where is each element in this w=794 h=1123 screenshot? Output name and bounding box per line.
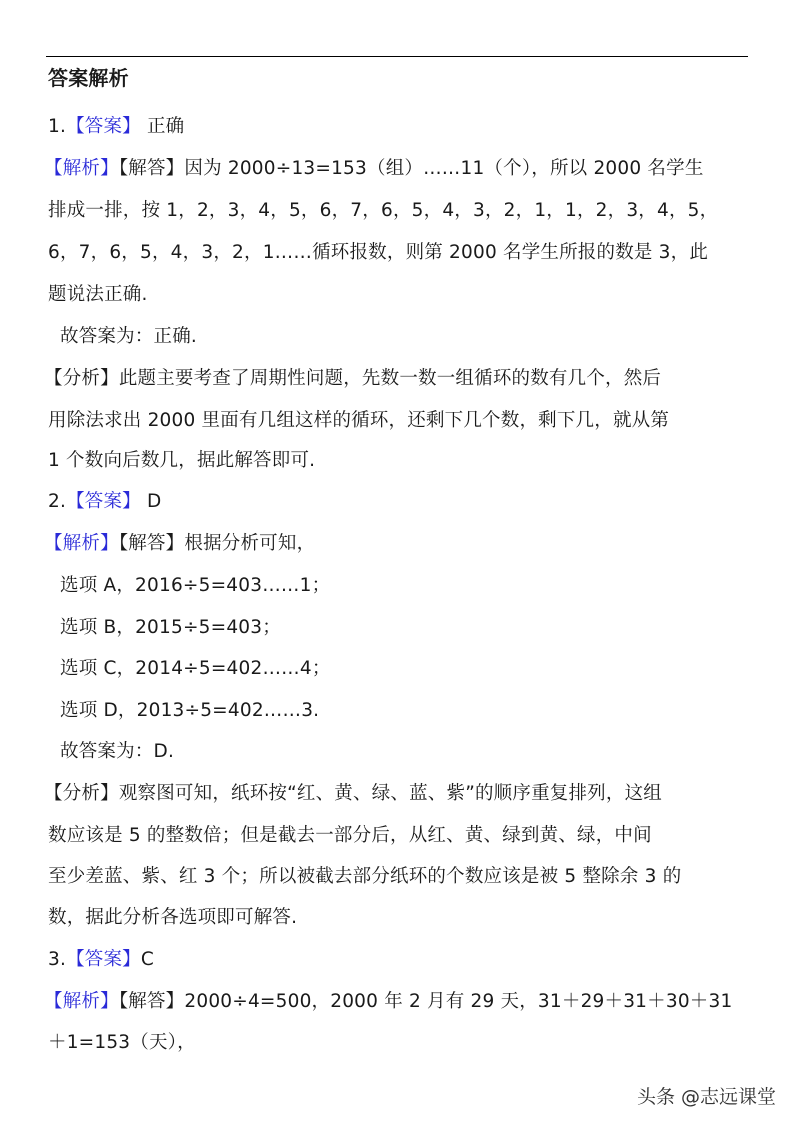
q1-analysis-line <box>44 367 661 391</box>
q1-answer-line <box>48 115 184 139</box>
q2-solution-line <box>44 532 315 556</box>
q3-solution-line <box>44 990 732 1014</box>
analysis-tag: 【解析】 <box>44 533 119 554</box>
option-line: 选项 B，2015÷5=403； <box>60 617 281 638</box>
solution-tag: 【解答】 <box>118 991 185 1012</box>
q2-answer-line <box>48 490 161 514</box>
text-line: 数应该是 5 的整数倍；但是截去一部分后，从红、黄、绿到黄、绿，中间 <box>48 825 652 846</box>
q2-number: 2. <box>48 491 67 512</box>
text-line: 6，7，6，5，4，3，2，1……循环报数，则第 2000 名学生所报的数是 3，此 <box>48 242 709 263</box>
analysis-tag: 【解析】 <box>44 158 119 179</box>
answer-tag: 【答案】 <box>66 491 141 512</box>
q1-number: 1. <box>48 116 67 137</box>
analysis-b-tag: 【分析】 <box>44 783 119 804</box>
q3-answer: C <box>140 949 154 970</box>
option-line: 选项 C，2014÷5=402……4； <box>60 658 331 679</box>
section-title: 答案解析 <box>48 66 129 90</box>
answer-tag: 【答案】 <box>66 949 141 970</box>
answer-tag: 【答案】 <box>66 116 141 137</box>
q1-conclusion: 故答案为：正确. <box>60 326 197 347</box>
header-rule <box>46 56 748 57</box>
text-line: 排成一排，按 1，2，3，4，5，6，7，6，5，4，3，2，1，1，2，3，4，5， <box>48 200 719 221</box>
q3-number: 3. <box>48 949 67 970</box>
text-line: 此题主要考查了周期性问题，先数一数一组循环的数有几个，然后 <box>118 368 662 389</box>
watermark: 头条 @志远课堂 <box>636 1086 776 1108</box>
solution-tag: 【解答】 <box>118 533 185 554</box>
text-line: 1 个数向后数几，据此解答即可. <box>48 450 316 471</box>
text-line: 观察图可知，纸环按“红、黄、绿、蓝、紫”的顺序重复排列，这组 <box>118 783 662 804</box>
analysis-tag: 【解析】 <box>44 991 119 1012</box>
text-line: 因为 2000÷13=153（组）……11（个），所以 2000 名学生 <box>184 158 704 179</box>
text-line: 数，据此分析各选项即可解答. <box>48 907 298 928</box>
q1-answer: 正确 <box>140 116 185 137</box>
q2-conclusion: 故答案为：D. <box>60 741 175 762</box>
solution-tag: 【解答】 <box>118 158 185 179</box>
text-line: 至少差蓝、紫、红 3 个；所以被截去部分纸环的个数应该是被 5 整除余 3 的 <box>48 866 682 887</box>
q2-answer: D <box>140 491 162 512</box>
q3-answer-line <box>48 948 154 972</box>
text-line: ＋1=153（天）， <box>48 1032 196 1053</box>
q2-analysis-line <box>44 782 662 806</box>
text-line: 根据分析可知， <box>184 533 316 554</box>
option-line: 选项 D，2013÷5=402……3. <box>60 700 320 721</box>
text-line: 题说法正确. <box>48 284 148 305</box>
analysis-b-tag: 【分析】 <box>44 368 119 389</box>
text-line: 2000÷4=500，2000 年 2 月有 29 天，31＋29＋31＋30＋31 <box>184 991 733 1012</box>
q1-solution-line <box>44 157 704 181</box>
option-line: 选项 A，2016÷5=403……1； <box>60 575 331 596</box>
text-line: 用除法求出 2000 里面有几组这样的循环，还剩下几个数，剩下几，就从第 <box>48 410 670 431</box>
